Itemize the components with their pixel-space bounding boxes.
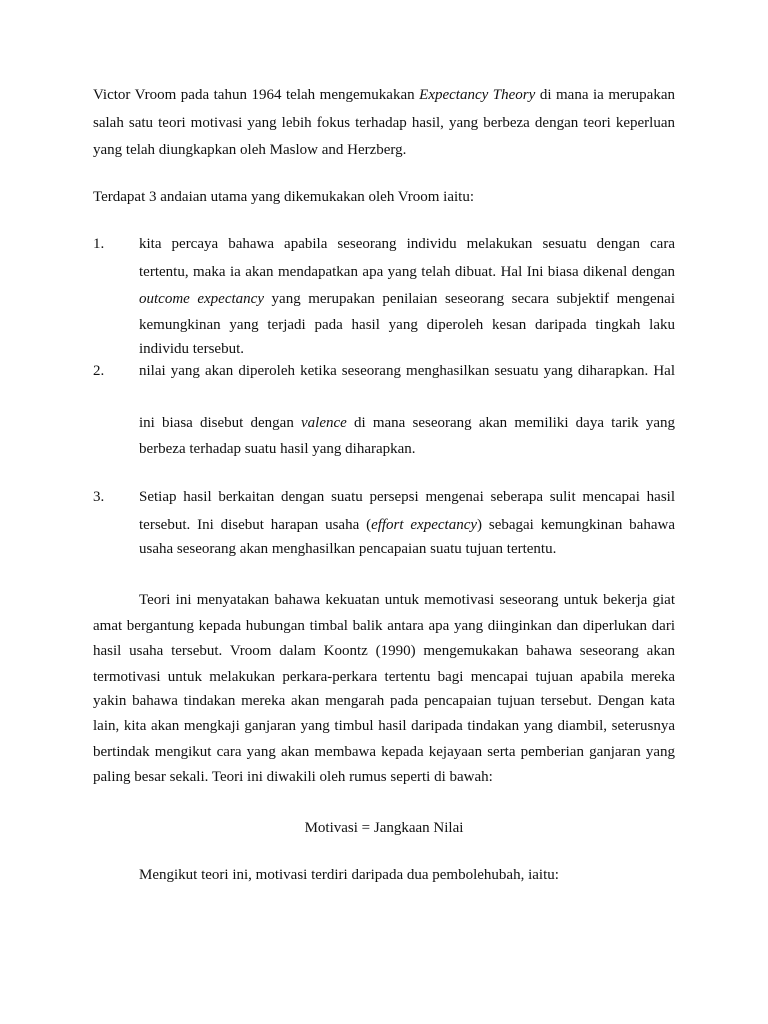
intro-line-2: salah satu teori motivasi yang lebih fokus terhadap hasil, yang berbeza dengan teori keperluan: [93, 115, 675, 131]
paragraph-line-7: bertindak mengikut cara yang akan membawa kepada kejayaan serta pemberian ganjaran yang: [93, 744, 675, 760]
assumptions-intro: Terdapat 3 andaian utama yang dikemukakan oleh Vroom iaitu:: [93, 189, 474, 205]
intro-text: Victor Vroom pada tahun 1964 telah mengemukakan: [93, 87, 420, 103]
formula: Motivasi = Jangkaan Nilai: [304, 820, 464, 836]
item-number: 1.: [93, 236, 105, 252]
item-text: yang merupakan penilaian seseorang secara subjektif mengenai: [263, 291, 675, 307]
intro-term-expectancy-theory: Expectancy Theory: [419, 87, 536, 103]
item-text: tersebut. Ini disebut harapan usaha (: [139, 517, 372, 533]
item-3-line-3: usaha seseorang akan menghasilkan pencapaian suatu tujuan tertentu.: [139, 541, 557, 557]
term-outcome-expectancy: outcome expectancy: [139, 291, 264, 307]
closing-line: Mengikut teori ini, motivasi terdiri daripada dua pembolehubah, iaitu:: [139, 867, 559, 883]
item-text: ) sebagai kemungkinan bahawa: [477, 517, 675, 533]
paragraph-line-4: termotivasi untuk melakukan perkara-perkara tertentu bagi mencapai tujuan apabila mereka: [93, 669, 675, 685]
paragraph-line-3: hasil usaha tersebut. Vroom dalam Koontz (1990) mengemukakan bahawa seseorang akan: [93, 643, 675, 659]
item-3-line-1: Setiap hasil berkaitan dengan suatu persepsi mengenai seberapa sulit mencapai hasil: [139, 489, 675, 505]
item-number: 3.: [93, 489, 105, 505]
item-number: 2.: [93, 363, 105, 379]
paragraph-line-8: paling besar sekali. Teori ini diwakili oleh rumus seperti di bawah:: [93, 769, 493, 785]
paragraph-line-2: amat bergantung kepada hubungan timbal balik antara apa yang diinginkan dan diperlukan dari: [93, 618, 675, 634]
item-1-line-1: kita percaya bahawa apabila seseorang individu melakukan sesuatu dengan cara: [139, 236, 675, 252]
paragraph-line-6: lain, kita akan mengkaji ganjaran yang timbul hasil daripada tindakan yang diambil, seterusnya: [93, 718, 675, 734]
intro-line-3: yang telah diungkapkan oleh Maslow and Herzberg.: [93, 142, 407, 158]
item-2-line-3: berbeza terhadap suatu hasil yang diharapkan.: [139, 441, 416, 457]
paragraph-line-5: yakin bahawa tindakan mereka akan mengarah pada pencapaian tujuan tersebut. Dengan kata: [93, 693, 675, 709]
item-2-line-2: [139, 414, 675, 432]
paragraph-line-1: Teori ini menyatakan bahawa kekuatan untuk memotivasi seseorang untuk bekerja giat: [139, 592, 675, 608]
item-1-line-4: kemungkinan yang terjadi pada hasil yang diperoleh kesan daripada tingkah laku: [139, 317, 675, 333]
item-3-line-2: [139, 516, 675, 534]
item-1-line-5: individu tersebut.: [139, 341, 244, 357]
item-1-line-3: [139, 290, 675, 308]
item-2-line-1: nilai yang akan diperoleh ketika seseorang menghasilkan sesuatu yang diharapkan. Hal: [139, 363, 675, 379]
item-text: ini biasa disebut dengan: [139, 415, 302, 431]
item-1-line-2: tertentu, maka ia akan mendapatkan apa yang telah dibuat. Hal Ini biasa dikenal dengan: [139, 264, 675, 280]
term-valence: valence: [301, 415, 347, 431]
intro-line-1: [93, 86, 675, 104]
intro-text: di mana ia merupakan: [535, 87, 675, 103]
item-text: di mana seseorang akan memiliki daya tarik yang: [346, 415, 675, 431]
term-effort-expectancy: effort expectancy: [371, 517, 478, 533]
